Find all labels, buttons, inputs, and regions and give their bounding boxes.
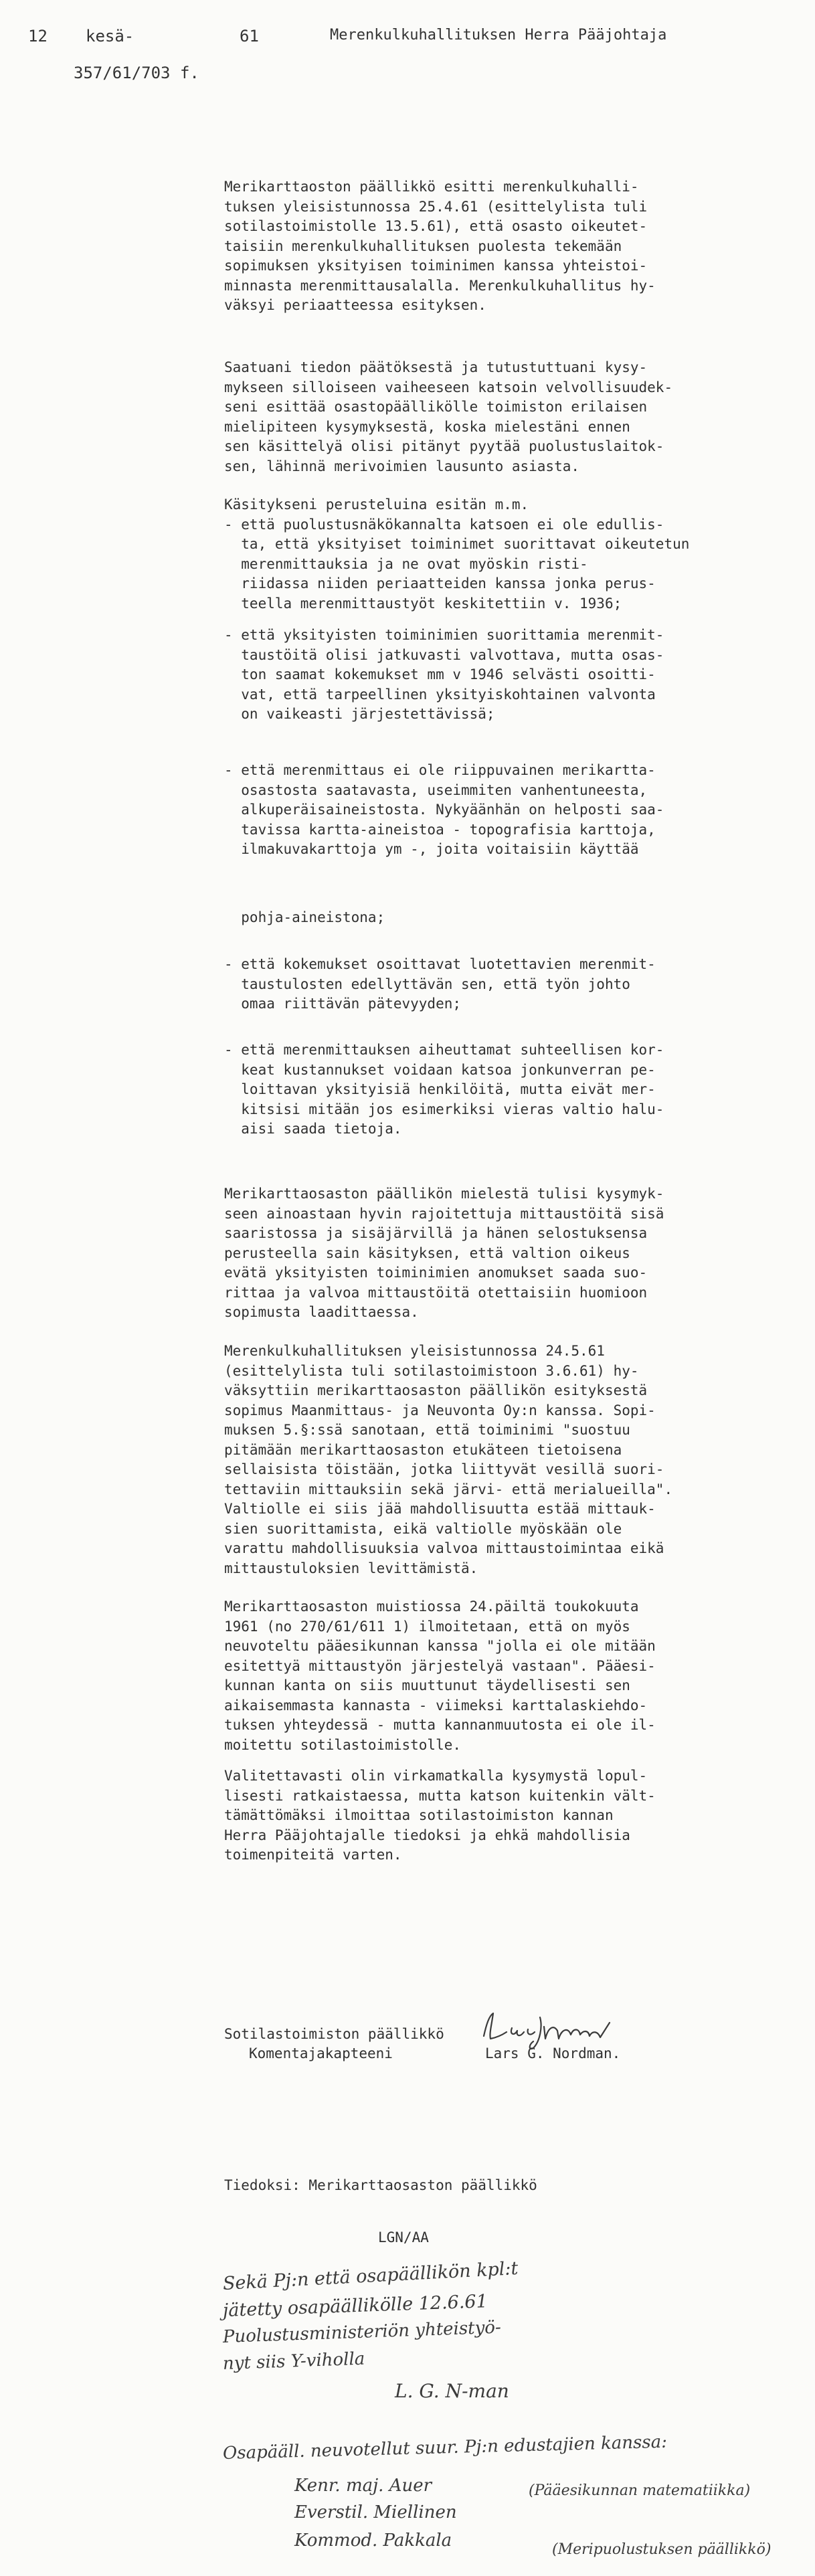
- body-line: sen käsittelyä olisi pitänyt pyytää puolustuslaitok-: [224, 438, 664, 454]
- body-line: moitettu sotilastoimistolle.: [224, 1736, 462, 1753]
- tiedoksi-line: Tiedoksi: Merikarttaosaston päällikkö: [224, 2177, 537, 2193]
- body-line: mykseen silloiseen vaiheeseen katsoin velvollisuudek-: [224, 379, 673, 395]
- body-paragraph: [224, 1040, 773, 1139]
- body-line: riidassa niiden periaatteiden kanssa jonka perus-: [224, 575, 656, 591]
- body-line: sopimuksen yksityisen toiminimen kanssa yhteistoi-: [224, 258, 648, 274]
- handwritten-person-3-note: (Meripuolustuksen päällikkö): [552, 2541, 772, 2558]
- handwritten-person-2: Everstil. Miellinen: [294, 2502, 457, 2522]
- body-line: mielipiteen kysymyksestä, koska mielestäni ennen: [224, 418, 630, 435]
- handwritten-note-line1: Sekä Pj:n että osapäällikön kpl:t: [222, 2258, 519, 2294]
- handwritten-note-signature: L. G. N-man: [395, 2380, 509, 2402]
- body-line: tuksen yhteydessä - mutta kannanmuutosta ei ole il-: [224, 1717, 656, 1733]
- body-line: toimenpiteitä varten.: [224, 1847, 402, 1863]
- handwritten-note-line2: jätetty osapäällikölle 12.6.61: [222, 2291, 488, 2321]
- body-paragraph: [224, 495, 773, 614]
- body-line: esitettyä mittaustyön järjestelyä vastaan". Pääesi-: [224, 1657, 656, 1674]
- body-line: Valitettavasti olin virkamatkalla kysymystä lopul-: [224, 1768, 648, 1784]
- body-line: on vaikeasti järjestettävissä;: [224, 706, 495, 722]
- body-paragraph: [224, 761, 773, 860]
- body-paragraph: [224, 177, 773, 316]
- body-line: taustöitä olisi jatkuvasti valvottava, mutta osas-: [224, 646, 664, 663]
- body-line: (esittelylista tuli sotilastoimistoon 3.6.61) hy-: [224, 1362, 639, 1379]
- body-line: väksyttiin merikarttaosaston päällikön esityksestä: [224, 1382, 648, 1398]
- body-line: perusteella sain käsityksen, että valtion oikeus: [224, 1245, 630, 1261]
- body-line: Merikarttaosaston päällikön mielestä tulisi kysymyk-: [224, 1186, 664, 1202]
- body-line: - että kokemukset osoittavat luotettavien merenmit-: [224, 956, 656, 972]
- body-line: sien suorittamista, eikä valtiolle myöskään ole: [224, 1520, 622, 1537]
- handwritten-footer-heading: Osapääll. neuvotellut suur. Pj:n edustajien kanssa:: [222, 2431, 668, 2464]
- body-line: varattu mahdollisuuksia valvoa mittaustoimintaa eikä: [224, 1540, 664, 1556]
- typist-initials: LGN/AA: [378, 2229, 429, 2245]
- signature-title-line2: Komentajakapteeni: [249, 2045, 393, 2061]
- body-line: omaa riittävän pätevyyden;: [224, 996, 462, 1012]
- body-line: - että puolustusnäkökannalta katsoen ei ole edullis-: [224, 516, 664, 533]
- body-line: tettaviin mittauksiin sekä järvi- että merialueilla".: [224, 1481, 673, 1497]
- body-paragraph: [224, 955, 773, 1014]
- body-line: Merenkulkuhallituksen yleisistunnossa 24.5.61: [224, 1343, 605, 1359]
- body-line: ton saamat kokemukset mm v 1946 selvästi osoitti-: [224, 666, 656, 682]
- body-line: muksen 5.§:ssä sanotaan, että toiminimi "suostuu: [224, 1422, 630, 1438]
- body-line: loittavan yksityisiä henkilöitä, mutta eivät mer-: [224, 1081, 656, 1097]
- reference-number: 357/61/703 f.: [74, 64, 199, 82]
- body-line: - että merenmittaus ei ole riippuvainen merikartta-: [224, 762, 656, 778]
- signature-typed-name: Lars G. Nordman.: [485, 2045, 621, 2061]
- body-line: alkuperäisaineistosta. Nykyäänhän on helposti saa-: [224, 802, 664, 818]
- handwritten-person-3: Kommod. Pakkala: [294, 2531, 452, 2551]
- body-paragraph: [224, 1766, 773, 1865]
- body-line: sellaisista töistään, jotka liittyvät vesillä suori-: [224, 1461, 664, 1477]
- body-line: mittaustuloksien levittämistä.: [224, 1560, 478, 1576]
- body-line: rittaa ja valvoa mittaustöitä otettaisiin huomioon: [224, 1284, 648, 1301]
- body-line: neuvoteltu pääesikunnan kanssa "jolla ei ole mitään: [224, 1638, 656, 1654]
- body-line: kunnan kanta on siis muuttunut täydellisesti sen: [224, 1677, 630, 1693]
- document-number: 61: [240, 27, 259, 45]
- body-line: aikaisemmasta kannasta - viimeksi karttalaskiehdo-: [224, 1697, 648, 1714]
- body-paragraph: [224, 1184, 773, 1323]
- body-line: - että yksityisten toiminimien suorittamia merenmit-: [224, 627, 664, 643]
- body-line: väksyi periaatteessa esityksen.: [224, 297, 486, 313]
- body-paragraph: [224, 358, 773, 476]
- body-paragraph: [224, 1597, 773, 1755]
- body-line: sopimus Maanmittaus- ja Neuvonta Oy:n kanssa. Sopi-: [224, 1402, 656, 1418]
- body-line: tuksen yleisistunnossa 25.4.61 (esittelylista tuli: [224, 198, 648, 215]
- body-line: tämättömäksi ilmoittaa sotilastoimiston kannan: [224, 1807, 614, 1823]
- body-line: sotilastoimistolle 13.5.61), että osasto oikeutet-: [224, 218, 648, 234]
- body-line: - että merenmittauksen aiheuttamat suhteellisen kor-: [224, 1042, 664, 1058]
- body-line: teella merenmittaustyöt keskitettiin v. 1936;: [224, 595, 622, 612]
- handwritten-signature: [478, 2004, 646, 2057]
- body-line: sen, lähinnä merivoimien lausunto asiasta.: [224, 458, 580, 474]
- body-line: aisi saada tietoja.: [224, 1121, 402, 1137]
- body-line: seni esittää osastopäällikölle toimiston erilaisen: [224, 399, 648, 415]
- body-line: Käsitykseni perusteluina esitän m.m.: [224, 496, 529, 513]
- body-line: minnasta merenmittausalalla. Merenkulkuhallitus hy-: [224, 277, 656, 294]
- body-line: vat, että tarpeellinen yksityiskohtainen valvonta: [224, 686, 656, 703]
- body-line: pitämään merikarttaosaston etukäteen tietoisena: [224, 1441, 622, 1458]
- body-line: sopimusta laadittaessa.: [224, 1304, 419, 1320]
- body-line: tavissa kartta-aineistoa - topografisia karttoja,: [224, 821, 656, 838]
- body-line: lisesti ratkaistaessa, mutta katson kuitenkin vält-: [224, 1787, 656, 1804]
- handwritten-person-1: Kenr. maj. Auer: [294, 2476, 432, 2496]
- body-line: keat kustannukset voidaan katsoa jonkunverran pe-: [224, 1061, 656, 1078]
- body-line: merenmittauksia ja ne ovat myöskin risti-: [224, 555, 588, 572]
- body-paragraph: [224, 626, 773, 725]
- body-line: kitsisi mitään jos esimerkiksi vieras valtio halu-: [224, 1101, 664, 1117]
- body-line: pohja-aineistona;: [224, 909, 385, 925]
- body-paragraph: [224, 908, 773, 928]
- body-line: ta, että yksityiset toiminimet suorittavat oikeutetun: [224, 536, 690, 552]
- body-line: saaristossa ja sisäjärvillä ja hänen selostuksensa: [224, 1225, 648, 1241]
- month-label: kesä-: [86, 27, 134, 45]
- handwritten-note-line3: Puolustusministeriön yhteistyö-: [222, 2317, 502, 2347]
- body-line: taustulosten edellyttävän sen, että työn johto: [224, 976, 630, 992]
- signature-title-line1: Sotilastoimiston päällikkö: [224, 2026, 444, 2042]
- handwritten-person-1-note: (Pääesikunnan matematiikka): [529, 2482, 751, 2499]
- body-paragraph: [224, 1342, 773, 1578]
- body-line: Herra Pääjohtajalle tiedoksi ja ehkä mahdollisia: [224, 1827, 630, 1843]
- page-number: 12: [28, 27, 48, 45]
- body-line: Merikarttaoston päällikkö esitti merenkulkuhalli-: [224, 179, 639, 195]
- body-line: taisiin merenkulkuhallituksen puolesta tekemään: [224, 238, 622, 254]
- body-line: Valtiolle ei siis jää mahdollisuutta estää mittauk-: [224, 1501, 656, 1517]
- body-line: evätä yksityisten toiminimien anomukset saada suo-: [224, 1265, 648, 1281]
- body-line: Merikarttaosaston muistiossa 24.päiltä toukokuuta: [224, 1598, 639, 1615]
- body-line: osastosta saatavasta, useimmiten vanhentuneesta,: [224, 781, 648, 798]
- body-line: 1961 (no 270/61/611 1) ilmoitetaan, että on myös: [224, 1618, 630, 1635]
- handwritten-note-line4: nyt siis Y-viholla: [222, 2349, 365, 2374]
- body-line: seen ainoastaan hyvin rajoitettuja mittaustöitä sisä: [224, 1205, 664, 1222]
- body-line: ilmakuvakarttoja ym -, joita voitaisiin käyttää: [224, 841, 639, 857]
- body-line: Saatuani tiedon päätöksestä ja tutustuttuani kysy-: [224, 359, 648, 375]
- recipient-line: Merenkulkuhallituksen Herra Pääjohtaja: [330, 27, 667, 43]
